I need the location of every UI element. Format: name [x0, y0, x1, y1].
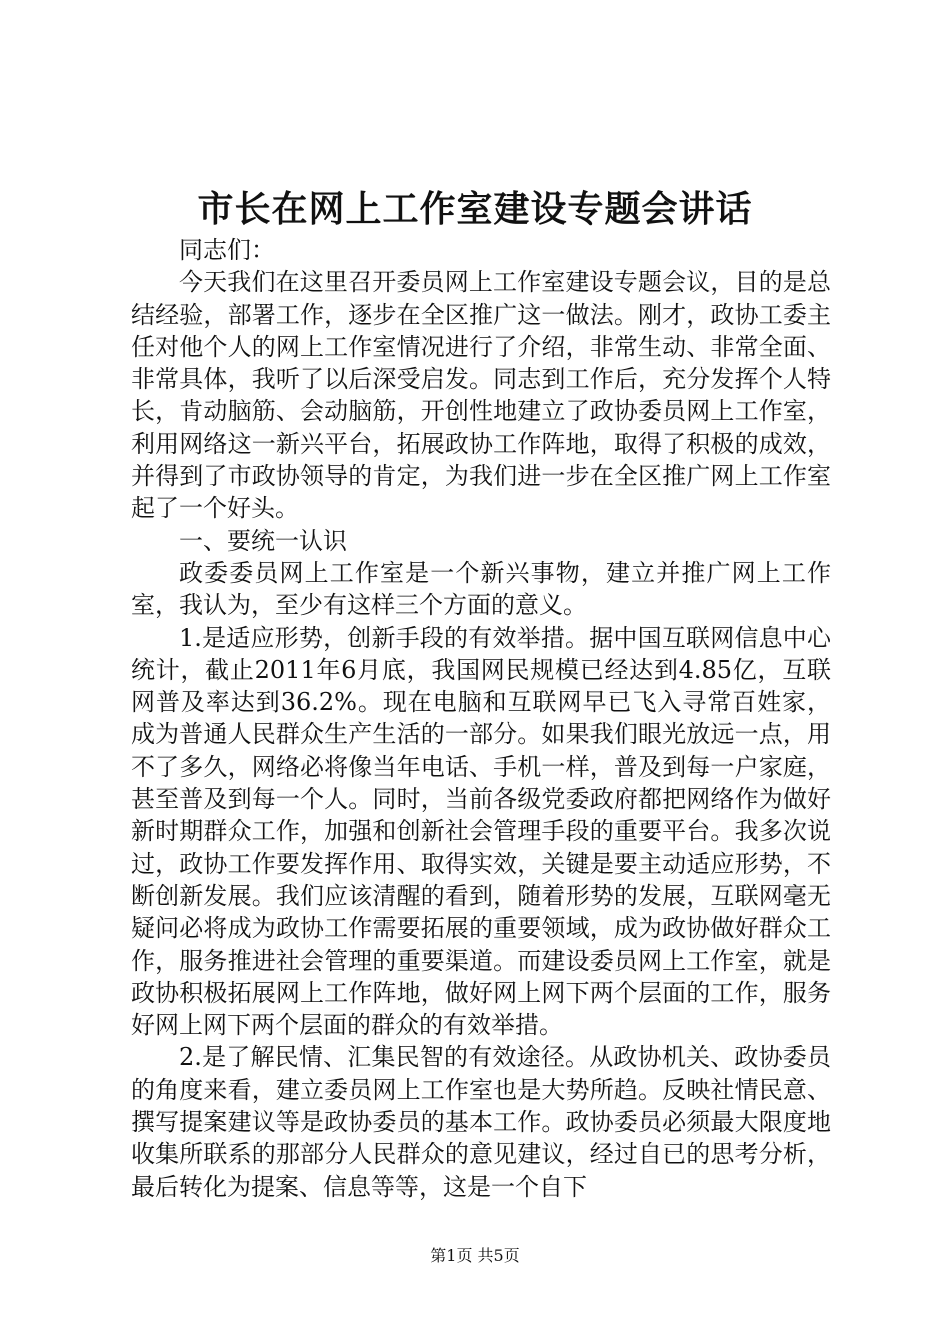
salutation-paragraph: 同志们： — [179, 236, 275, 264]
point-one-paragraph: 1.是适应形势，创新手段的有效举措。据中国互联网信息中心统计，截止2011年6月底，我国网民规模已经达到4.85亿，互联网普及率达到36.2%。现在电脑和互联网早已飞入寻常百姓家，成为普通人民群众生产生活的一部分。如果我们眼光放远一点，用不了多久，网络必将像当年电话、手机一样，普及到每一户家庭，甚至普及到每一个人。同时，当前各级党委政府都把网络作为做好新时期群众工作，加强和创新社会管理手段的重要平台。我多次说过，政协工作要发挥作用、取得实效，关键是要主动适应形势，不断创新发展。我们应该清醒的看到，随着形势的发展，互联网毫无疑问必将成为政协工作需要拓展的重要领域，成为政协做好群众工作，服务推进社会管理的重要渠道。而建设委员网上工作室，就是政协积极拓展网上工作阵地，做好网上网下两个层面的工作，服务好网上网下两个层面的群众的有效举措。 — [131, 623, 831, 1040]
point-two-paragraph: 2.是了解民情、汇集民智的有效途径。从政协机关、政协委员的角度来看，建立委员网上工作室也是大势所趋。反映社情民意、撰写提案建议等是政协委员的基本工作。政协委员必须最大限度地收集所联系的那部分人民群众的意见建议，经过自已的思考分析，最后转化为提案、信息等等，这是一个自下 — [131, 1043, 831, 1201]
document-title: 市长在网上工作室建设专题会讲话 — [197, 188, 753, 230]
document-body — [131, 234, 831, 1203]
page-footer: 第1页 共5页 — [430, 1246, 520, 1265]
section-intro-paragraph: 政委委员网上工作室是一个新兴事物，建立并推广网上工作室，我认为，至少有这样三个方面的意义。 — [131, 558, 831, 620]
section-heading: 一、要统一认识 — [179, 526, 347, 555]
intro-paragraph: 今天我们在这里召开委员网上工作室建设专题会议，目的是总结经验，部署工作，逐步在全区推广这一做法。刚才，政协工委主任对他个人的网上工作室情况进行了介绍，非常生动、非常全面、非常具体，我听了以后深受启发。同志到工作后，充分发挥个人特长，肯动脑筋、会动脑筋，开创性地建立了政协委员网上工作室，利用网络这一新兴平台，拓展政协工作阵地，取得了积极的成效，并得到了市政协领导的肯定，为我们进一步在全区推广网上工作室起了一个好头。 — [131, 268, 831, 523]
